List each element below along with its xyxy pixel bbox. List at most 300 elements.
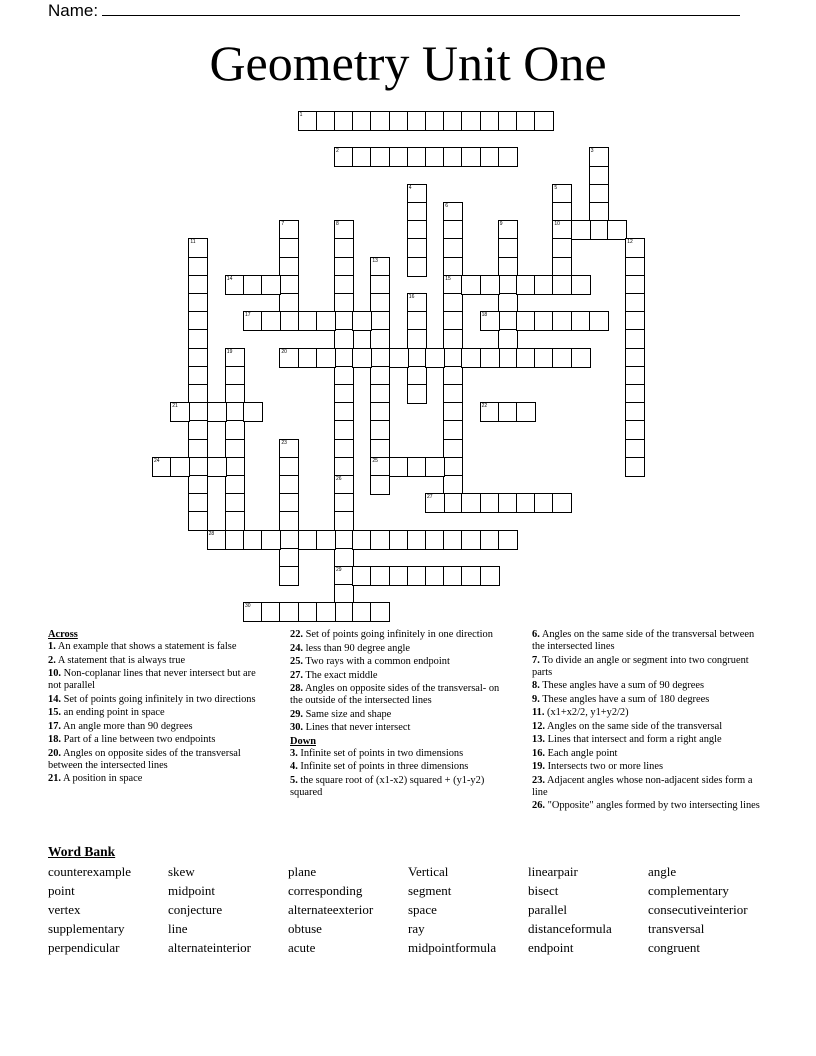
clue-number-label: 28. xyxy=(290,683,303,694)
crossword-cell[interactable] xyxy=(389,457,409,477)
crossword-cell[interactable] xyxy=(334,147,354,167)
clue-number: 3 xyxy=(590,148,594,155)
crossword-cell[interactable] xyxy=(207,530,227,550)
across-clue xyxy=(48,748,270,772)
clue-text: Lines that intersect and form a right angle xyxy=(545,734,722,745)
crossword-cell[interactable] xyxy=(625,348,645,368)
crossword-cell[interactable] xyxy=(407,147,427,167)
crossword-cell[interactable] xyxy=(516,275,536,295)
crossword-cell[interactable] xyxy=(279,475,299,495)
clue-text: Angles on opposite sides of the transversal- on the outside of the intersected lines xyxy=(290,683,500,706)
clue-number: 10 xyxy=(554,221,560,228)
crossword-cell[interactable] xyxy=(498,257,518,277)
crossword-cell[interactable] xyxy=(552,348,572,368)
crossword-cell[interactable] xyxy=(407,184,427,204)
word-bank-word: corresponding xyxy=(288,883,363,898)
crossword-cell[interactable] xyxy=(625,275,645,295)
word-bank-word: conjecture xyxy=(168,902,223,917)
clue-number: 14 xyxy=(226,275,233,282)
crossword-cell[interactable] xyxy=(425,348,445,368)
crossword-cell[interactable] xyxy=(552,238,572,258)
crossword-cell[interactable] xyxy=(625,420,645,440)
crossword-cell[interactable] xyxy=(188,384,208,404)
crossword-cell[interactable] xyxy=(370,293,390,313)
crossword-cell[interactable] xyxy=(334,311,354,331)
word-bank-word: line xyxy=(168,921,188,936)
crossword-cell[interactable] xyxy=(225,511,245,531)
crossword-cell[interactable] xyxy=(334,584,354,604)
crossword-cell[interactable] xyxy=(571,311,591,331)
crossword-cell[interactable] xyxy=(188,275,208,295)
crossword-cell[interactable] xyxy=(443,275,463,295)
crossword-cell[interactable] xyxy=(225,475,245,495)
crossword-cell[interactable] xyxy=(443,475,463,495)
crossword-cell[interactable] xyxy=(407,220,427,240)
crossword-cell[interactable] xyxy=(334,548,354,568)
crossword-cell[interactable] xyxy=(461,111,481,131)
crossword-cell[interactable] xyxy=(589,220,609,240)
crossword-cell[interactable] xyxy=(625,402,645,422)
word-bank-word: endpoint xyxy=(528,940,574,955)
clue-text: Infinite set of points in three dimensions xyxy=(297,761,469,772)
crossword-cell[interactable] xyxy=(334,348,354,368)
crossword-cell[interactable] xyxy=(188,311,208,331)
crossword-cell[interactable] xyxy=(516,348,536,368)
crossword-cell[interactable] xyxy=(261,530,281,550)
crossword-cell[interactable] xyxy=(480,493,500,513)
crossword-cell[interactable] xyxy=(480,402,500,422)
crossword-cell[interactable] xyxy=(279,439,299,459)
crossword-cell[interactable] xyxy=(352,311,372,331)
crossword-cell[interactable] xyxy=(407,566,427,586)
crossword-cell[interactable] xyxy=(352,348,372,368)
crossword-cell[interactable] xyxy=(425,111,445,131)
crossword-cell[interactable] xyxy=(243,402,263,422)
crossword-cell[interactable] xyxy=(589,166,609,186)
crossword-cell[interactable] xyxy=(170,402,190,422)
clue-number-label: 8. xyxy=(532,680,540,691)
crossword-cell[interactable] xyxy=(389,111,409,131)
word-bank-word: perpendicular xyxy=(48,940,120,955)
crossword-cell[interactable] xyxy=(625,457,645,477)
crossword-cell[interactable] xyxy=(334,384,354,404)
crossword-cell[interactable] xyxy=(461,348,481,368)
crossword-cell[interactable] xyxy=(552,493,572,513)
crossword-cell[interactable] xyxy=(334,275,354,295)
clue-text: Set of points going infinitely in two directions xyxy=(61,693,256,705)
crossword-cell[interactable] xyxy=(425,457,445,477)
across-clue xyxy=(290,656,512,668)
crossword-cell[interactable] xyxy=(298,530,318,550)
crossword-cell[interactable] xyxy=(334,439,354,459)
crossword-cell[interactable] xyxy=(461,493,481,513)
crossword-cell[interactable] xyxy=(480,111,500,131)
crossword-cell[interactable] xyxy=(298,111,318,131)
crossword-cell[interactable] xyxy=(407,311,427,331)
crossword-cell[interactable] xyxy=(571,348,591,368)
crossword-cell[interactable] xyxy=(625,384,645,404)
crossword-cell[interactable] xyxy=(534,111,554,131)
crossword-cell[interactable] xyxy=(316,530,336,550)
crossword-cell[interactable] xyxy=(188,238,208,258)
crossword-cell[interactable] xyxy=(225,402,245,422)
down-clue xyxy=(532,680,762,692)
crossword-cell[interactable] xyxy=(225,530,245,550)
clue-number-label: 20. xyxy=(48,747,61,759)
clue-number-label: 25. xyxy=(290,656,303,667)
down-clue xyxy=(532,734,762,746)
crossword-cell[interactable] xyxy=(443,147,463,167)
crossword-cell[interactable] xyxy=(443,384,463,404)
crossword-cell[interactable] xyxy=(243,311,263,331)
crossword-cell[interactable] xyxy=(334,402,354,422)
crossword-cell[interactable] xyxy=(407,530,427,550)
clue-number: 7 xyxy=(281,221,285,228)
word-bank-word: skew xyxy=(168,864,195,879)
crossword-cell[interactable] xyxy=(461,275,481,295)
crossword-cell[interactable] xyxy=(425,530,445,550)
word-bank-word: supplementary xyxy=(48,921,125,936)
crossword-cell[interactable] xyxy=(407,384,427,404)
crossword-cell[interactable] xyxy=(370,439,390,459)
across-clue xyxy=(48,655,270,667)
crossword-cell[interactable] xyxy=(443,238,463,258)
crossword-cell[interactable] xyxy=(534,493,554,513)
crossword-cell[interactable] xyxy=(443,566,463,586)
crossword-cell[interactable] xyxy=(279,293,299,313)
crossword-cell[interactable] xyxy=(480,311,500,331)
crossword-cell[interactable] xyxy=(334,602,354,622)
crossword-cell[interactable] xyxy=(334,329,354,349)
crossword-cell[interactable] xyxy=(552,257,572,277)
crossword-cell[interactable] xyxy=(188,511,208,531)
crossword-cell[interactable] xyxy=(225,493,245,513)
crossword-cell[interactable] xyxy=(498,238,518,258)
crossword-cell[interactable] xyxy=(480,348,500,368)
crossword-cell[interactable] xyxy=(443,530,463,550)
crossword-cell[interactable] xyxy=(516,493,536,513)
crossword-cell[interactable] xyxy=(389,530,409,550)
crossword-cell[interactable] xyxy=(498,402,518,422)
clue-text: Non-coplanar lines that never intersect but are not parallel xyxy=(48,668,256,691)
crossword-cell[interactable] xyxy=(334,257,354,277)
crossword-cell[interactable] xyxy=(370,475,390,495)
crossword-cell[interactable] xyxy=(261,602,281,622)
crossword-cell[interactable] xyxy=(188,420,208,440)
crossword-cell[interactable] xyxy=(480,566,500,586)
crossword-cell[interactable] xyxy=(389,348,409,368)
crossword-cell[interactable] xyxy=(334,420,354,440)
crossword-cell[interactable] xyxy=(498,530,518,550)
crossword-cell[interactable] xyxy=(225,348,245,368)
crossword-cell[interactable] xyxy=(498,493,518,513)
clue-number-label: 12. xyxy=(532,720,545,732)
word-bank-word: space xyxy=(408,902,437,917)
crossword-cell[interactable] xyxy=(407,202,427,222)
crossword-cell[interactable] xyxy=(425,147,445,167)
crossword-cell[interactable] xyxy=(370,348,390,368)
word-bank-title: Word Bank xyxy=(48,844,116,859)
crossword-cell[interactable] xyxy=(534,275,554,295)
crossword-cell[interactable] xyxy=(407,293,427,313)
crossword-cell[interactable] xyxy=(334,238,354,258)
clue-number: 11 xyxy=(190,239,196,246)
clue-number-label: 10. xyxy=(48,668,61,679)
crossword-cell[interactable] xyxy=(552,184,572,204)
crossword-cell[interactable] xyxy=(498,329,518,349)
clue-text: An example that shows a statement is false xyxy=(55,641,237,652)
crossword-cell[interactable] xyxy=(334,511,354,531)
down-clue xyxy=(532,721,762,733)
word-bank-word: counterexample xyxy=(48,864,132,879)
crossword-cell[interactable] xyxy=(370,257,390,277)
crossword-cell[interactable] xyxy=(407,111,427,131)
crossword-cell[interactable] xyxy=(370,420,390,440)
crossword-cell[interactable] xyxy=(534,311,554,331)
clue-number: 16 xyxy=(408,294,415,300)
crossword-cell[interactable] xyxy=(279,566,299,586)
crossword-cell[interactable] xyxy=(279,311,299,331)
crossword-cell[interactable] xyxy=(589,311,609,331)
crossword-cell[interactable] xyxy=(316,111,336,131)
crossword-cell[interactable] xyxy=(298,602,318,622)
word-bank-word: Vertical xyxy=(408,864,449,879)
crossword-cell[interactable] xyxy=(225,384,245,404)
crossword-cell[interactable] xyxy=(443,293,463,313)
crossword-cell[interactable] xyxy=(498,220,518,240)
crossword-cell[interactable] xyxy=(571,220,591,240)
crossword-cell[interactable] xyxy=(443,202,463,222)
clue-text: The exact middle xyxy=(303,669,378,681)
crossword-cell[interactable] xyxy=(243,275,263,295)
crossword-cell[interactable] xyxy=(443,311,463,331)
crossword-cell[interactable] xyxy=(625,366,645,386)
crossword-cell[interactable] xyxy=(443,402,463,422)
crossword-cell[interactable] xyxy=(443,493,463,513)
crossword-cell[interactable] xyxy=(188,402,208,422)
crossword-cell[interactable] xyxy=(552,202,572,222)
crossword-cell[interactable] xyxy=(625,293,645,313)
crossword-cell[interactable] xyxy=(625,439,645,459)
crossword-cell[interactable] xyxy=(188,439,208,459)
clue-text: Adjacent angles whose non-adjacent sides form a line xyxy=(532,774,753,798)
crossword-cell[interactable] xyxy=(498,293,518,313)
crossword-cell[interactable] xyxy=(625,238,645,258)
crossword-cell[interactable] xyxy=(407,348,427,368)
crossword-cell[interactable] xyxy=(225,439,245,459)
name-label: Name: xyxy=(48,1,99,20)
crossword-cell[interactable] xyxy=(370,384,390,404)
crossword-cell[interactable] xyxy=(152,457,172,477)
crossword-cell[interactable] xyxy=(480,147,500,167)
crossword-cell[interactable] xyxy=(334,566,354,586)
crossword-cell[interactable] xyxy=(279,275,299,295)
crossword-cell[interactable] xyxy=(498,348,518,368)
crossword-cell[interactable] xyxy=(298,311,318,331)
crossword-cell[interactable] xyxy=(316,602,336,622)
crossword-cell[interactable] xyxy=(188,366,208,386)
crossword-cell[interactable] xyxy=(370,457,390,477)
crossword-cell[interactable] xyxy=(334,111,354,131)
clue-number: 26 xyxy=(336,476,342,482)
word-bank-word: consecutiveinterior xyxy=(648,902,748,917)
crossword-cell[interactable] xyxy=(443,257,463,277)
crossword-cell[interactable] xyxy=(516,111,536,131)
crossword-cell[interactable] xyxy=(443,329,463,349)
crossword-cell[interactable] xyxy=(625,257,645,277)
crossword-cell[interactable] xyxy=(480,275,500,295)
down-clue xyxy=(290,761,512,773)
crossword-cell[interactable] xyxy=(407,366,427,386)
crossword-cell[interactable] xyxy=(370,329,390,349)
clues-column-1 xyxy=(48,629,270,787)
clue-text: "Opposite" angles formed by two intersecting lines xyxy=(545,800,760,811)
crossword-cell[interactable] xyxy=(589,202,609,222)
crossword-cell[interactable] xyxy=(443,457,463,477)
crossword-cell[interactable] xyxy=(370,147,390,167)
crossword-cell[interactable] xyxy=(188,257,208,277)
across-heading: Across xyxy=(48,629,78,640)
clue-number-label: 23. xyxy=(532,774,545,786)
crossword-cell[interactable] xyxy=(170,457,190,477)
crossword-cell[interactable] xyxy=(243,602,263,622)
crossword-cell[interactable] xyxy=(552,220,572,240)
crossword-cell[interactable] xyxy=(552,275,572,295)
down-clue xyxy=(532,629,762,653)
crossword-cell[interactable] xyxy=(225,457,245,477)
crossword-cell[interactable] xyxy=(498,147,518,167)
crossword-cell[interactable] xyxy=(316,348,336,368)
crossword-cell[interactable] xyxy=(334,457,354,477)
crossword-cell[interactable] xyxy=(370,111,390,131)
crossword-cell[interactable] xyxy=(443,366,463,386)
crossword-cell[interactable] xyxy=(243,530,263,550)
crossword-cell[interactable] xyxy=(534,348,554,368)
crossword-cell[interactable] xyxy=(498,111,518,131)
crossword-cell[interactable] xyxy=(188,348,208,368)
crossword-cell[interactable] xyxy=(352,566,372,586)
crossword-cell[interactable] xyxy=(334,293,354,313)
crossword-cell[interactable] xyxy=(552,311,572,331)
crossword-cell[interactable] xyxy=(370,530,390,550)
clue-text: Two rays with a common endpoint xyxy=(303,656,450,667)
crossword-cell[interactable] xyxy=(207,402,227,422)
crossword-cell[interactable] xyxy=(498,311,518,331)
clue-number: 12 xyxy=(627,239,633,246)
crossword-cell[interactable] xyxy=(279,548,299,568)
crossword-cell[interactable] xyxy=(279,511,299,531)
crossword-cell[interactable] xyxy=(370,311,390,331)
clue-number: 30 xyxy=(245,603,251,610)
crossword-cell[interactable] xyxy=(407,238,427,258)
crossword-cell[interactable] xyxy=(334,366,354,386)
crossword-cell[interactable] xyxy=(443,439,463,459)
crossword-cell[interactable] xyxy=(607,220,627,240)
crossword-cell[interactable] xyxy=(370,566,390,586)
crossword-cell[interactable] xyxy=(334,475,354,495)
crossword-cell[interactable] xyxy=(389,566,409,586)
crossword-cell[interactable] xyxy=(498,275,518,295)
crossword-cell[interactable] xyxy=(352,602,372,622)
crossword-cell[interactable] xyxy=(443,348,463,368)
clues-column-3 xyxy=(532,629,762,814)
crossword-cell[interactable] xyxy=(461,147,481,167)
crossword-cell[interactable] xyxy=(625,311,645,331)
crossword-cell[interactable] xyxy=(188,475,208,495)
crossword-cell[interactable] xyxy=(370,602,390,622)
crossword-cell[interactable] xyxy=(571,275,591,295)
crossword-cell[interactable] xyxy=(352,530,372,550)
crossword-cell[interactable] xyxy=(370,402,390,422)
word-bank-word: segment xyxy=(408,883,452,898)
crossword-cell[interactable] xyxy=(407,257,427,277)
crossword-cell[interactable] xyxy=(625,329,645,349)
crossword-cell[interactable] xyxy=(279,220,299,240)
crossword-cell[interactable] xyxy=(279,257,299,277)
crossword-cell[interactable] xyxy=(480,530,500,550)
crossword-cell[interactable] xyxy=(443,220,463,240)
crossword-cell[interactable] xyxy=(316,311,336,331)
clue-number: 1 xyxy=(299,112,303,118)
crossword-cell[interactable] xyxy=(370,275,390,295)
crossword-cell[interactable] xyxy=(407,457,427,477)
crossword-cell[interactable] xyxy=(279,602,299,622)
crossword-cell[interactable] xyxy=(225,420,245,440)
crossword-cell[interactable] xyxy=(352,147,372,167)
crossword-cell[interactable] xyxy=(188,493,208,513)
crossword-cell[interactable] xyxy=(516,311,536,331)
word-bank-word: midpointformula xyxy=(408,940,497,955)
clue-number: 8 xyxy=(336,221,339,228)
clue-number-label: 17. xyxy=(48,720,61,732)
clue-text: An angle more than 90 degrees xyxy=(61,720,193,732)
crossword-cell[interactable] xyxy=(425,493,445,513)
crossword-cell[interactable] xyxy=(298,348,318,368)
down-clue xyxy=(290,748,512,760)
crossword-cell[interactable] xyxy=(425,566,445,586)
crossword-cell[interactable] xyxy=(461,530,481,550)
crossword-cell[interactable] xyxy=(334,220,354,240)
crossword-cell[interactable] xyxy=(589,184,609,204)
crossword-cell[interactable] xyxy=(188,329,208,349)
crossword-cell[interactable] xyxy=(389,147,409,167)
crossword-cell[interactable] xyxy=(516,402,536,422)
crossword-cell[interactable] xyxy=(225,366,245,386)
crossword-cell[interactable] xyxy=(188,457,208,477)
crossword-cell[interactable] xyxy=(279,493,299,513)
crossword-cell[interactable] xyxy=(261,311,281,331)
crossword-cell[interactable] xyxy=(334,530,354,550)
crossword-cell[interactable] xyxy=(279,348,299,368)
crossword-cell[interactable] xyxy=(207,457,227,477)
crossword-cell[interactable] xyxy=(279,457,299,477)
crossword-cell[interactable] xyxy=(352,111,372,131)
crossword-cell[interactable] xyxy=(279,238,299,258)
crossword-cell[interactable] xyxy=(334,493,354,513)
crossword-cell[interactable] xyxy=(188,293,208,313)
crossword-cell[interactable] xyxy=(261,275,281,295)
clue-number-label: 3. xyxy=(290,747,298,759)
crossword-cell[interactable] xyxy=(225,275,245,295)
crossword-cell[interactable] xyxy=(589,147,609,167)
crossword-cell[interactable] xyxy=(370,366,390,386)
crossword-cell[interactable] xyxy=(461,566,481,586)
crossword-cell[interactable] xyxy=(279,530,299,550)
crossword-cell[interactable] xyxy=(443,420,463,440)
word-bank-word: complementary xyxy=(648,883,729,898)
crossword-cell[interactable] xyxy=(443,111,463,131)
crossword-cell[interactable] xyxy=(407,329,427,349)
